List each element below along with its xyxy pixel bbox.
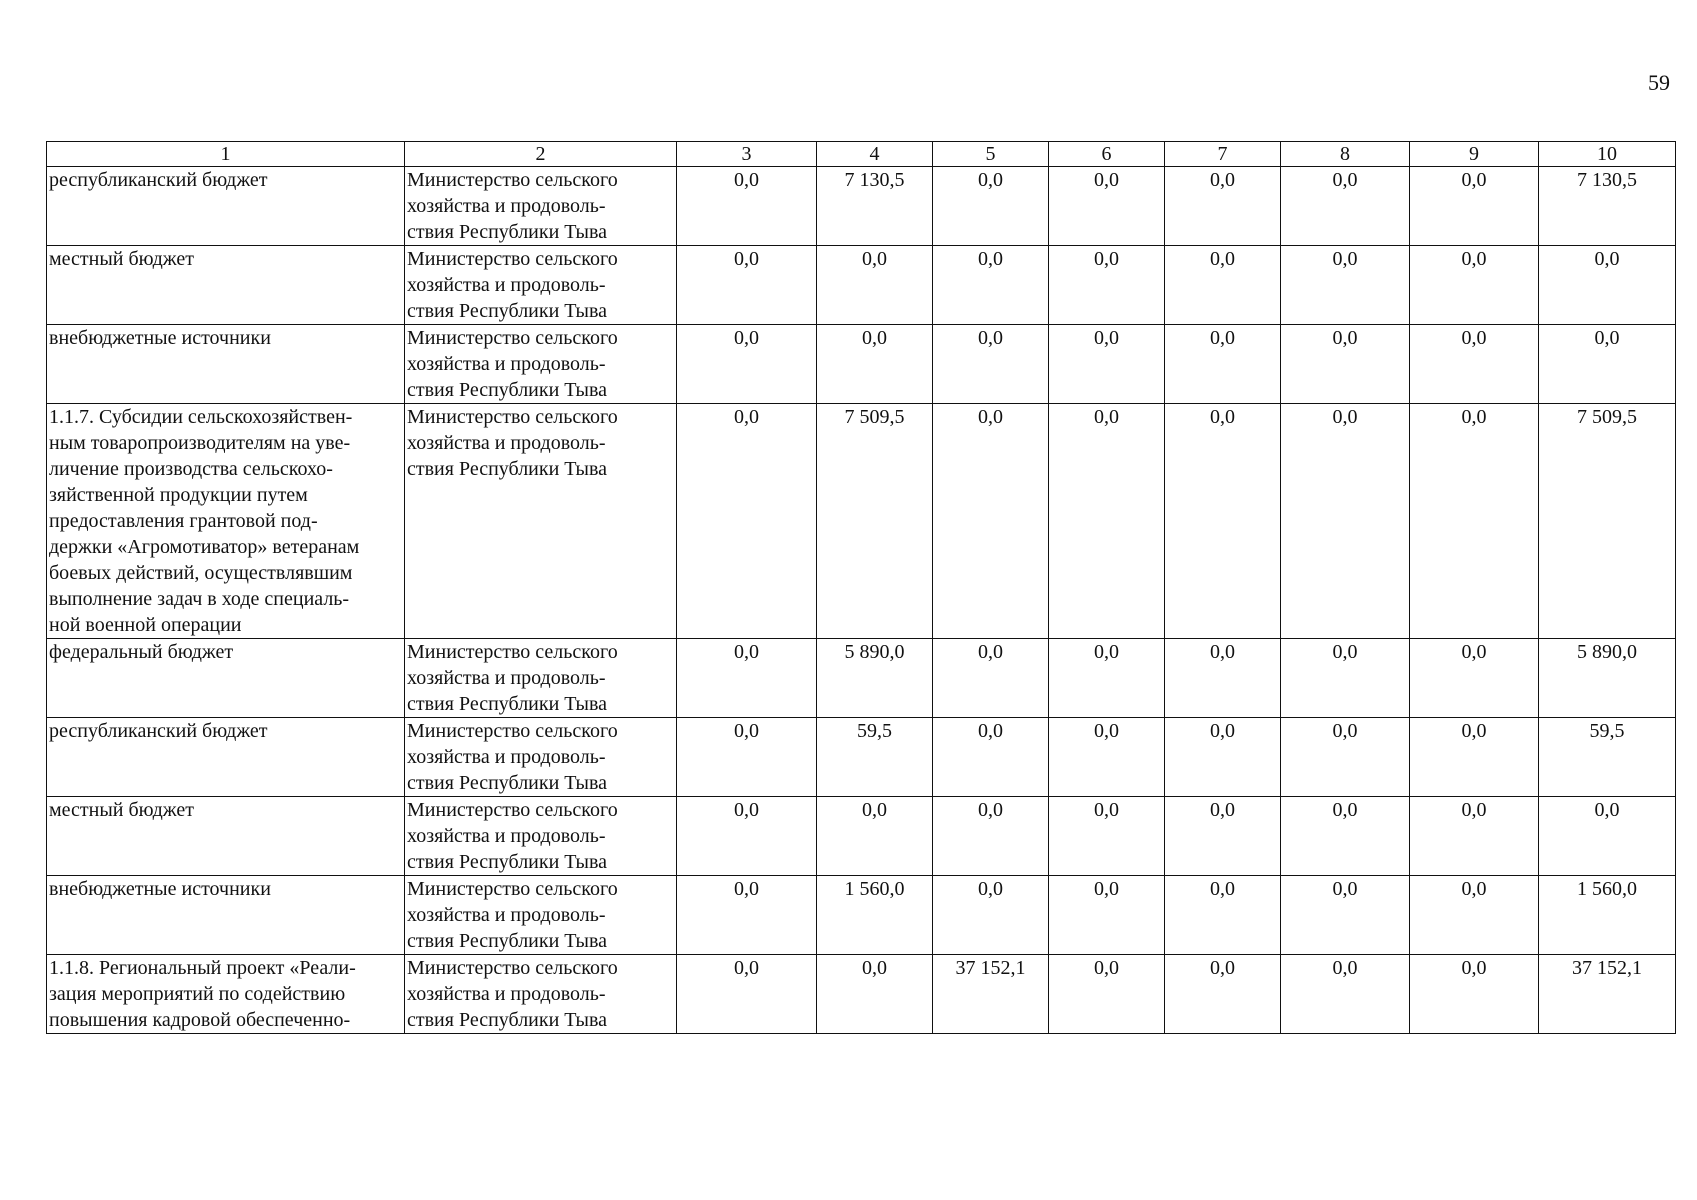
- executor-text: Министерство сельского хозяйства и продоволь- ствия Республики Тыва: [407, 327, 618, 401]
- value-cell: 0,0: [933, 876, 1049, 955]
- value-cell: 7 130,5: [817, 167, 933, 246]
- funding-item-text: местный бюджет: [49, 248, 194, 270]
- table-row: [47, 718, 1676, 797]
- funding-item-text: 1.1.7. Субсидии сельскохозяйствен- ным товаропроизводителям на уве- личение производства сельскохо- зяйственной продукции путем предоставления грантовой под- держки «Агромотиватор» ветеранам боевых действий, осуществлявшим выполнение задач в ходе специаль- ной военной операции: [49, 406, 360, 636]
- funding-item-cell: [47, 797, 405, 876]
- value-cell: 1 560,0: [817, 876, 933, 955]
- header-cell: 9: [1410, 142, 1539, 167]
- executor-text: Министерство сельского хозяйства и продоволь- ствия Республики Тыва: [407, 169, 618, 243]
- executor-text: Министерство сельского хозяйства и продоволь- ствия Республики Тыва: [407, 799, 618, 873]
- value-cell: 0,0: [1410, 246, 1539, 325]
- value-cell: 0,0: [1049, 404, 1165, 639]
- value-cell: 7 130,5: [1539, 167, 1676, 246]
- value-cell: 59,5: [1539, 718, 1676, 797]
- executor-cell: [405, 167, 677, 246]
- value-cell: 0,0: [1165, 876, 1281, 955]
- value-cell: 59,5: [817, 718, 933, 797]
- executor-text: Министерство сельского хозяйства и продоволь- ствия Республики Тыва: [407, 957, 618, 1031]
- funding-item-text: федеральный бюджет: [49, 641, 234, 663]
- value-cell: 0,0: [1539, 246, 1676, 325]
- value-cell: 7 509,5: [1539, 404, 1676, 639]
- header-cell: 3: [677, 142, 817, 167]
- value-cell: 0,0: [1410, 639, 1539, 718]
- header-cell: 10: [1539, 142, 1676, 167]
- value-cell: 0,0: [1049, 167, 1165, 246]
- funding-item-cell: [47, 639, 405, 718]
- value-cell: 0,0: [1165, 246, 1281, 325]
- value-cell: 0,0: [1165, 167, 1281, 246]
- funding-item-text: республиканский бюджет: [49, 720, 268, 742]
- value-cell: 0,0: [677, 955, 817, 1034]
- funding-item-cell: [47, 876, 405, 955]
- value-cell: 0,0: [1281, 325, 1410, 404]
- value-cell: 0,0: [1281, 718, 1410, 797]
- table-row: [47, 167, 1676, 246]
- value-cell: 0,0: [1281, 639, 1410, 718]
- value-cell: 0,0: [1281, 404, 1410, 639]
- executor-cell: [405, 718, 677, 797]
- value-cell: 37 152,1: [933, 955, 1049, 1034]
- value-cell: 0,0: [1410, 167, 1539, 246]
- funding-item-cell: [47, 404, 405, 639]
- executor-text: Министерство сельского хозяйства и продоволь- ствия Республики Тыва: [407, 878, 618, 952]
- value-cell: 37 152,1: [1539, 955, 1676, 1034]
- value-cell: 0,0: [1049, 955, 1165, 1034]
- value-cell: 0,0: [1165, 718, 1281, 797]
- value-cell: 0,0: [933, 325, 1049, 404]
- value-cell: 0,0: [677, 876, 817, 955]
- value-cell: 0,0: [1049, 325, 1165, 404]
- executor-cell: [405, 404, 677, 639]
- value-cell: 0,0: [933, 167, 1049, 246]
- value-cell: 0,0: [1049, 246, 1165, 325]
- value-cell: 0,0: [1281, 246, 1410, 325]
- value-cell: 0,0: [817, 955, 933, 1034]
- value-cell: 0,0: [1049, 639, 1165, 718]
- value-cell: 0,0: [1165, 325, 1281, 404]
- value-cell: 0,0: [933, 404, 1049, 639]
- value-cell: 0,0: [817, 325, 933, 404]
- value-cell: 0,0: [1410, 404, 1539, 639]
- executor-text: Министерство сельского хозяйства и продоволь- ствия Республики Тыва: [407, 248, 618, 322]
- value-cell: 0,0: [677, 325, 817, 404]
- table-row: [47, 325, 1676, 404]
- budget-table: [46, 141, 1676, 1034]
- value-cell: 0,0: [1281, 876, 1410, 955]
- value-cell: 0,0: [1281, 167, 1410, 246]
- executor-cell: [405, 797, 677, 876]
- funding-item-text: 1.1.8. Региональный проект «Реали- зация мероприятий по содействию повышения кадровой обеспеченно-: [49, 957, 356, 1031]
- funding-item-cell: [47, 718, 405, 797]
- value-cell: 0,0: [1165, 639, 1281, 718]
- header-cell: 5: [933, 142, 1049, 167]
- executor-cell: [405, 246, 677, 325]
- value-cell: 0,0: [677, 797, 817, 876]
- value-cell: 0,0: [1049, 876, 1165, 955]
- value-cell: 0,0: [933, 246, 1049, 325]
- value-cell: 0,0: [1049, 797, 1165, 876]
- value-cell: 0,0: [933, 797, 1049, 876]
- table-row: [47, 404, 1676, 639]
- value-cell: 5 890,0: [1539, 639, 1676, 718]
- funding-item-cell: [47, 167, 405, 246]
- value-cell: 0,0: [1410, 797, 1539, 876]
- funding-item-cell: [47, 325, 405, 404]
- table-row: [47, 639, 1676, 718]
- funding-item-text: местный бюджет: [49, 799, 194, 821]
- funding-item-text: внебюджетные источники: [49, 878, 271, 900]
- executor-cell: [405, 876, 677, 955]
- value-cell: 0,0: [933, 718, 1049, 797]
- table-row: [47, 246, 1676, 325]
- header-cell: 7: [1165, 142, 1281, 167]
- value-cell: 0,0: [677, 718, 817, 797]
- header-cell: 2: [405, 142, 677, 167]
- executor-cell: [405, 639, 677, 718]
- value-cell: 0,0: [1165, 404, 1281, 639]
- funding-item-text: республиканский бюджет: [49, 169, 268, 191]
- value-cell: 0,0: [1539, 797, 1676, 876]
- header-cell: 8: [1281, 142, 1410, 167]
- value-cell: 0,0: [1410, 718, 1539, 797]
- value-cell: 0,0: [1410, 955, 1539, 1034]
- page-number: 59: [1648, 70, 1670, 95]
- header-cell: 4: [817, 142, 933, 167]
- executor-text: Министерство сельского хозяйства и продоволь- ствия Республики Тыва: [407, 720, 618, 794]
- value-cell: 0,0: [1281, 955, 1410, 1034]
- executor-text: Министерство сельского хозяйства и продоволь- ствия Республики Тыва: [407, 406, 618, 480]
- value-cell: 0,0: [933, 639, 1049, 718]
- value-cell: 0,0: [677, 404, 817, 639]
- table-row: [47, 797, 1676, 876]
- executor-cell: [405, 955, 677, 1034]
- funding-item-cell: [47, 955, 405, 1034]
- header-row: [47, 142, 1676, 167]
- header-cell: 1: [47, 142, 405, 167]
- value-cell: 5 890,0: [817, 639, 933, 718]
- funding-item-text: внебюджетные источники: [49, 327, 271, 349]
- executor-cell: [405, 325, 677, 404]
- value-cell: 0,0: [1410, 876, 1539, 955]
- header-cell: 6: [1049, 142, 1165, 167]
- value-cell: 0,0: [1281, 797, 1410, 876]
- value-cell: 0,0: [677, 639, 817, 718]
- executor-text: Министерство сельского хозяйства и продоволь- ствия Республики Тыва: [407, 641, 618, 715]
- value-cell: 0,0: [1410, 325, 1539, 404]
- value-cell: 0,0: [1049, 718, 1165, 797]
- value-cell: 0,0: [1539, 325, 1676, 404]
- value-cell: 1 560,0: [1539, 876, 1676, 955]
- value-cell: 7 509,5: [817, 404, 933, 639]
- table-row: [47, 876, 1676, 955]
- table-row: [47, 955, 1676, 1034]
- value-cell: 0,0: [1165, 955, 1281, 1034]
- value-cell: 0,0: [677, 167, 817, 246]
- funding-item-cell: [47, 246, 405, 325]
- value-cell: 0,0: [677, 246, 817, 325]
- value-cell: 0,0: [817, 246, 933, 325]
- value-cell: 0,0: [817, 797, 933, 876]
- value-cell: 0,0: [1165, 797, 1281, 876]
